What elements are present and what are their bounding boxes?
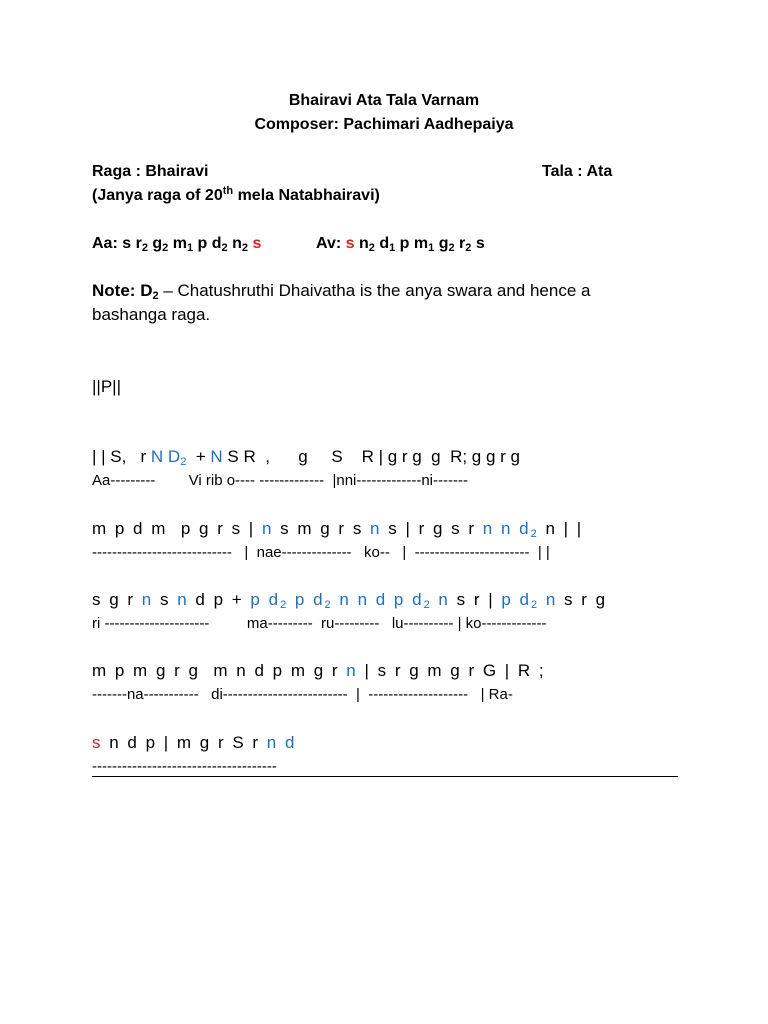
lyric-line-1: Aa--------- Vi rib o---- ------------- |nni-------------ni------- xyxy=(92,472,468,489)
swara-line-5: s n d p | m g r S r n d xyxy=(92,733,297,752)
swara-line-2: m p d m p g r s | n s m g r s n s | r g s r n n $d_2$ n | | xyxy=(92,519,584,540)
av-notes: s $n_2$ $d_1$ p $m_1$ $g_2$ $r_2$ s xyxy=(345,235,485,254)
lyric-line-5: ------------------------------------- xyxy=(92,758,277,775)
lyric-line-2: ---------------------------- | nae-------------- ko-- | ----------------------- | | xyxy=(92,544,550,561)
divider-line xyxy=(92,776,678,777)
note-line-2: bashanga raga. xyxy=(92,305,211,324)
lyric-line-3: ri --------------------- ma--------- ru--------- lu---------- | ko------------- xyxy=(92,615,547,632)
document-title: Bhairavi Ata Tala Varnam xyxy=(288,92,480,109)
swara-line-1: | | S, r N $D_2 + N$ S R , g S R | g r g g R; g g r g xyxy=(92,447,520,468)
section-marker: ||P|| xyxy=(92,377,122,396)
avarohana: Av: s $n_2$ $d_1$ p $m_1$ $g_2$ $r_2$ s xyxy=(316,235,485,254)
lyric-line-4: -------na----------- di------------------------- | -------------------- | Ra- xyxy=(92,686,513,703)
arohana: Aa: s $r_2$ $g_2$ $m_1$ p $d_2$ $n_2$ s xyxy=(92,235,262,254)
swara-line-3: s g r n s n d p + p $d_2$ p $d_2$ n n d p $d_2$ n s r | p $d_2$ n s r g xyxy=(92,590,608,611)
swara-line-4: m p m g r g m n d p m g r n | s r g m g r G | R ; xyxy=(92,661,546,680)
tala-name: Tala : Ata xyxy=(542,163,613,180)
note-line-1: Note: $D_2$ – Chatushruthi Dhaivatha is the anya swara and hence a xyxy=(92,281,591,302)
raga-name: Raga : Bhairavi xyxy=(92,163,209,180)
composer-line: Composer: Pachimari Aadhepaiya xyxy=(254,116,514,133)
aa-notes: s $r_2$ $g_2$ $m_1$ p $d_2$ $n_2$ s xyxy=(122,235,262,254)
janya-line: (Janya raga of 20th mela Natabhairavi) xyxy=(92,185,380,204)
